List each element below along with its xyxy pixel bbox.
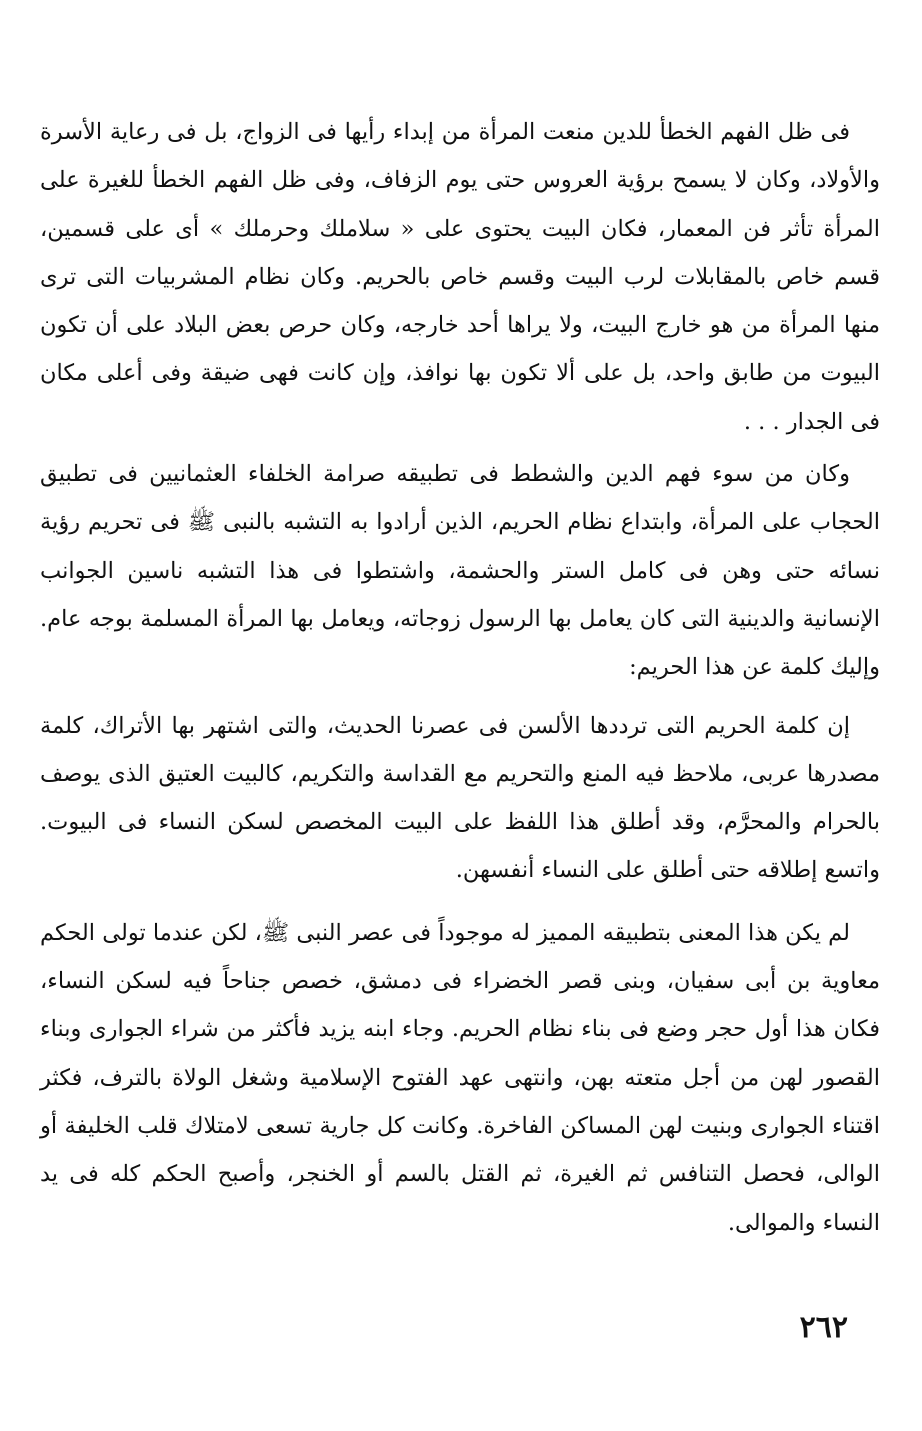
paragraph-1: فى ظل الفهم الخطأ للدين منعت المرأة من إبداء رأيها فى الزواج، بل فى رعاية الأسرة والأولاد، وكان لا يسمح برؤية العروس حتى يوم الزفاف، وفى ظل الفهم الخطأ للغيرة على المرأة تأثر فن المعمار، فكان البيت يحتوى على « سلاملك وحرملك » أى على قسمين، قسم خاص بالمقابلات لرب البيت وقسم خاص بالحريم. وكان نظام المشربيات التى ترى منها المرأة من هو خارج البيت، ولا يراها أحد خارجه، وكان حرص بعض البلاد على أن تكون البيوت من طابق واحد، بل على ألا تكون بها نوافذ، وإن كانت فهى ضيقة وفى أعلى مكان فى الجدار . . . xyxy=(40,119,880,435)
page-body xyxy=(40,108,880,1247)
paragraph-4: لم يكن هذا المعنى بتطبيقه المميز له موجوداً فى عصر النبى ﷺ، لكن عندما تولى الحكم معاوية بن أبى سفيان، وبنى قصر الخضراء فى دمشق، خصص جناحاً فيه لسكن النساء، فكان هذا أول حجر وضع فى بناء نظام الحريم. وجاء ابنه يزيد فأكثر من شراء الجوارى وبناء القصور لهن من أجل متعته بهن، وانتهى عهد الفتوح الإسلامية وشغل الولاة بالترف، فكثر اقتناء الجوارى وبنيت لهن المساكن الفاخرة. وكانت كل جارية تسعى لامتلاك قلب الخليفة أو الوالى، فحصل التنافس ثم الغيرة، ثم القتل بالسم أو الخنجر، وأصبح الحكم كله فى يد النساء والموالى. xyxy=(40,919,880,1236)
page-number: ٢٦٢ xyxy=(799,1310,848,1345)
paragraph-3: إن كلمة الحريم التى ترددها الألسن فى عصرنا الحديث، والتى اشتهر بها الأتراك، كلمة مصدرها عربى، ملاحظ فيه المنع والتحريم مع القداسة والتكريم، كالبيت العتيق الذى يوصف بالحرام والمحرَّم، وقد أطلق هذا اللفظ على البيت المخصص لسكن النساء فى البيوت. واتسع إطلاقه حتى أطلق على النساء أنفسهن. xyxy=(40,712,880,884)
paragraph-2: وكان من سوء فهم الدين والشطط فى تطبيقه صرامة الخلفاء العثمانيين فى تطبيق الحجاب على المرأة، وابتداع نظام الحريم، الذين أرادوا به التشبه بالنبى ﷺ فى تحريم رؤية نسائه حتى وهن فى كامل الستر والحشمة، واشتطوا فى هذا التشبه ناسين الجوانب الإنسانية والدينية التى كان يعامل بها الرسول زوجاته، ويعامل بها المرأة المسلمة بوجه عام. وإليك كلمة عن هذا الحريم: xyxy=(40,461,880,681)
